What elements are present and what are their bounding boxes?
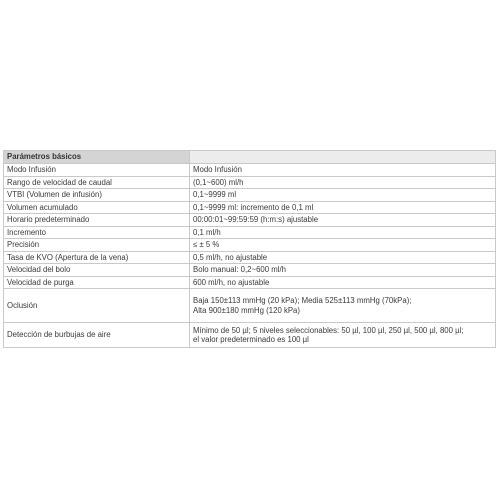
param-label: Horario predeterminado: [4, 214, 190, 227]
param-label: Modo Infusión: [4, 164, 190, 177]
param-label: Incremento: [4, 226, 190, 239]
table-row: [4, 164, 496, 177]
table-header-row: [4, 151, 496, 164]
table-row: [4, 289, 496, 323]
param-label: Detección de burbujas de aire: [4, 323, 190, 348]
table-row: [4, 323, 496, 348]
param-label: Velocidad del bolo: [4, 264, 190, 277]
param-label: Precisión: [4, 239, 190, 252]
param-value: 0,1 ml/h: [190, 226, 496, 239]
param-value: [190, 323, 496, 348]
param-label: Rango de velocidad de caudal: [4, 176, 190, 189]
table-row: [4, 251, 496, 264]
table-header-title: Parámetros básicos: [4, 151, 190, 164]
basic-parameters-table: [3, 150, 496, 348]
param-value-line: Alta 900±180 mmHg (120 kPa): [193, 305, 300, 315]
param-value: Bolo manual: 0,2~600 ml/h: [190, 264, 496, 277]
param-value: 0,5 ml/h, no ajustable: [190, 251, 496, 264]
param-label: Velocidad de purga: [4, 276, 190, 289]
param-value: ≤ ± 5 %: [190, 239, 496, 252]
table-row: [4, 189, 496, 202]
param-value-line: Baja 150±113 mmHg (20 kPa); Media 525±113 mmHg (70kPa);: [193, 296, 412, 306]
table-row: [4, 176, 496, 189]
param-value-line: Mínimo de 50 µl; 5 niveles seleccionables: 50 µl, 100 µl, 250 µl, 500 µl, 800 µl;: [193, 325, 464, 335]
param-label: Volumen acumulado: [4, 201, 190, 214]
param-value: (0,1~600) ml/h: [190, 176, 496, 189]
table-row: [4, 201, 496, 214]
table-header-blank: [190, 151, 496, 164]
param-label: Oclusión: [4, 289, 190, 323]
param-label: Tasa de KVO (Apertura de la vena): [4, 251, 190, 264]
param-value: Modo Infusión: [190, 164, 496, 177]
param-value: 00:00:01~99:59:59 (h:m:s) ajustable: [190, 214, 496, 227]
param-label: VTBI (Volumen de infusión): [4, 189, 190, 202]
param-value-line: el valor predeterminado es 100 µl: [193, 335, 309, 344]
table-row: [4, 226, 496, 239]
param-value: 600 ml/h, no ajustable: [190, 276, 496, 289]
table-row: [4, 214, 496, 227]
param-value: [190, 289, 496, 323]
param-value: 0,1~9999 ml: incremento de 0,1 ml: [190, 201, 496, 214]
param-value: 0,1~9999 ml: [190, 189, 496, 202]
table-row: [4, 264, 496, 277]
table-row: [4, 239, 496, 252]
table-row: [4, 276, 496, 289]
